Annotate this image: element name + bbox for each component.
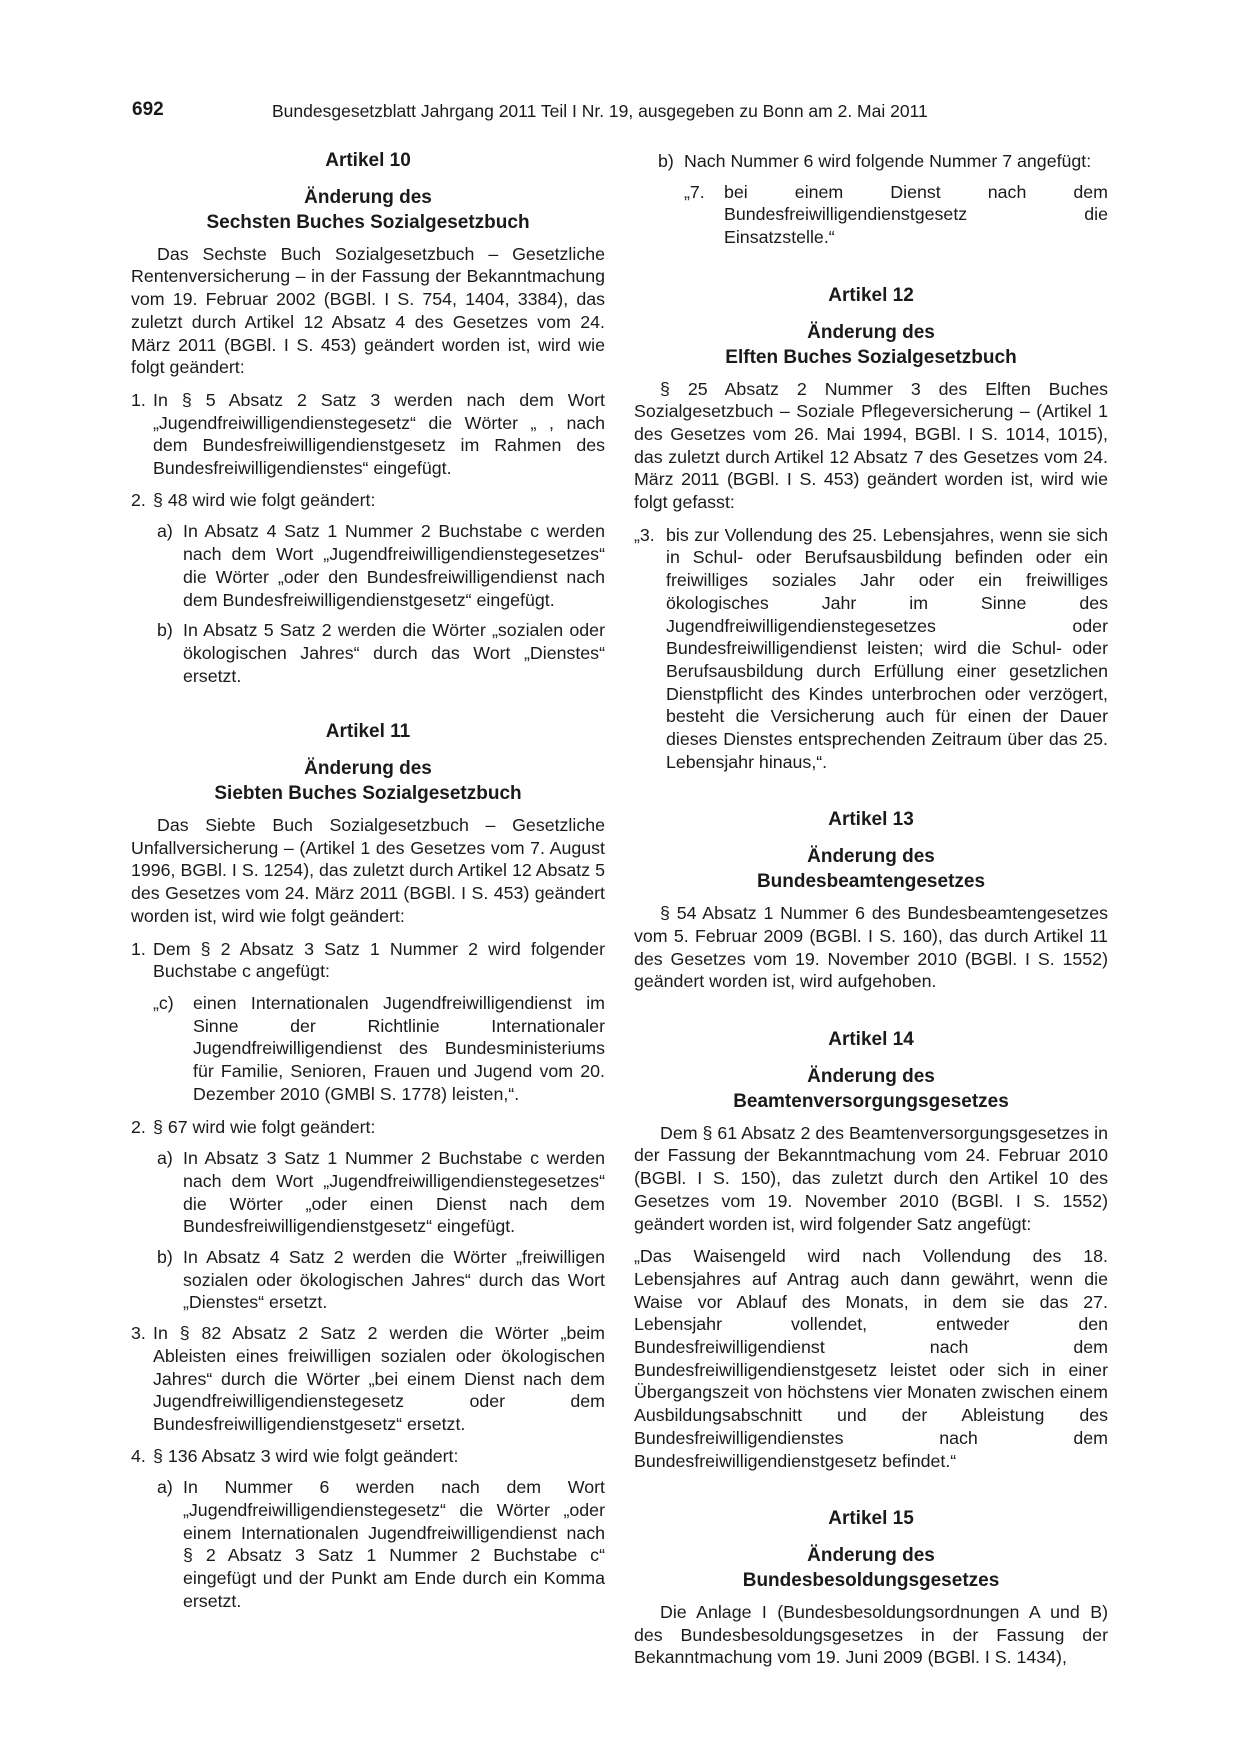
sub-item-text: In Absatz 4 Satz 1 Nummer 2 Buchstabe c werden nach dem Wort „Jugendfreiwilligendienstegesetzes“ die Wörter „oder den Bundesfreiwilligendienst nach dem Bundesfreiwilligendienstgesetz“ eingefügt.	[183, 521, 605, 610]
quoted-item-text: bis zur Vollendung des 25. Lebensjahres, wenn sie sich in Schul- oder Berufsausbildung befinden oder ein freiwilliges soziales Jahr oder ein freiwilliges ökologisches Jahr im Sinne des Jugendfreiwilligendienstegesetzes oder Bundesfreiwilligendienst leisten; wird die Schul- oder Berufsausbildung durch Erfüllung einer gesetzlichen Dienstpflicht des Kindes unterbrochen oder verzögert, besteht die Versicherung auch für einen der Dauer dieses Dienstes entsprechenden Zeitraum über das 25. Lebensjahr hinaus,“.	[666, 524, 1108, 772]
item-text: In § 82 Absatz 2 Satz 2 werden die Wörter „beim Ableisten eines freiwilligen sozialen oder ökologischen Jahres“ durch die Wörter „bei einem Dienst nach dem Jugendfreiwilligendienstegesetz oder dem Bundesfreiwilligendienstgesetz“ ersetzt.	[153, 1323, 605, 1434]
article-12	[634, 285, 1108, 774]
article-15	[634, 1508, 1108, 1669]
article-11-continued	[634, 150, 1108, 249]
right-column	[634, 150, 1108, 1679]
item-label: 2.	[131, 1116, 146, 1137]
quoted-sentence: „Das Waisengeld wird nach Vollendung des 18. Lebensjahres auf Antrag auch dann gewährt, wenn die Waise vor Ablauf des Monats, in dem sie das 27. Lebensjahr vollendet, entweder den Bundesfreiwilligendienst nach dem Bundesfreiwilligendienstgesetz leistet oder sich in einer Übergangszeit von höchstens vier Monaten zwischen einem Ausbildungsabschnitt und der Ableistung des Bundesfreiwilligendienstes nach dem Bundesfreiwilligendienstgesetz befindet.“	[634, 1246, 1108, 1471]
sub-item-label: a)	[157, 521, 173, 542]
sub-item	[157, 619, 605, 687]
sub-list	[658, 150, 1108, 249]
article-number: Artikel 11	[325, 721, 411, 743]
list-item	[131, 1322, 605, 1436]
article-title-line: Elften Buches Sozialgesetzbuch	[725, 346, 1017, 368]
item-text: Dem § 2 Absatz 3 Satz 1 Nummer 2 wird folgender Buchstabe c angefügt:	[153, 938, 605, 982]
article-title-line: Bundesbeamtengesetzes	[756, 871, 986, 893]
article-number: Artikel 10	[325, 150, 411, 171]
sub-item	[157, 1147, 605, 1238]
item-label: 4.	[131, 1445, 146, 1466]
quoted-item-text: einen Internationalen Jugendfreiwilligendienst im Sinne der Richtlinie Internationaler Jugendfreiwilligendienst des Bundesministeriums für Familie, Senioren, Frauen und Jugend vom 20. Dezember 2010 (GMBl S. 1778) leisten,“.	[193, 992, 605, 1104]
article-13	[634, 809, 1108, 993]
sub-item-text: In Absatz 5 Satz 2 werden die Wörter „sozialen oder ökologischen Jahres“ durch das Wort „Dienstes“ ersetzt.	[183, 620, 605, 686]
sub-item-text: Nach Nummer 6 wird folgende Nummer 7 angefügt:	[684, 151, 1092, 171]
list-item	[131, 489, 605, 512]
item-text: § 136 Absatz 3 wird wie folgt geändert:	[153, 1445, 459, 1466]
sub-item	[157, 520, 605, 611]
article-title	[131, 756, 605, 806]
list-item	[131, 938, 605, 983]
sub-item-label: a)	[157, 1477, 173, 1498]
sub-item	[658, 150, 1108, 173]
quoted-item-text: bei einem Dienst nach dem Bundesfreiwilligendienstgesetz die Einsatzstelle.“	[724, 181, 1108, 248]
item-label: 3.	[131, 1323, 146, 1344]
quoted-item	[634, 524, 1108, 774]
article-intro: Das Siebte Buch Sozialgesetzbuch – Gesetzliche Unfallversicherung – (Artikel 1 des Gesetzes vom 7. August 1996, BGBl. I S. 1254), das zuletzt durch Artikel 12 Absatz 5 des Gesetzes vom 24. März 2011 (BGBl. I S. 453) geändert worden ist, wird wie folgt geändert:	[131, 815, 605, 926]
sub-list	[157, 1476, 605, 1612]
list-item	[131, 1116, 605, 1139]
article-title-line: Änderung des	[304, 186, 432, 208]
article-title	[634, 1064, 1108, 1114]
article-11	[131, 721, 605, 1612]
article-title	[634, 1543, 1108, 1593]
sub-item	[157, 1476, 605, 1612]
quoted-item	[153, 992, 605, 1106]
spacer	[634, 259, 1108, 285]
article-title-line: Beamtenversorgungsgesetzes	[733, 1090, 1009, 1112]
quoted-item-label: „3.	[634, 524, 655, 545]
item-text: § 67 wird wie folgt geändert:	[153, 1116, 376, 1137]
article-title	[634, 844, 1108, 894]
sub-item-label: b)	[157, 620, 173, 641]
sub-list	[157, 520, 605, 687]
sub-item-label: a)	[157, 1148, 173, 1169]
spacer	[634, 1003, 1108, 1029]
quoted-item-label: „7.	[684, 181, 705, 202]
article-title-line: Siebten Buches Sozialgesetzbuch	[214, 783, 522, 805]
sub-item-text: In Absatz 3 Satz 1 Nummer 2 Buchstabe c werden nach dem Wort „Jugendfreiwilligendienstegesetzes“ die Wörter „oder einen Dienst nach dem Bundesfreiwilligendienstgesetz“ eingefügt.	[183, 1148, 605, 1237]
list-item	[131, 1445, 605, 1468]
article-10	[131, 150, 605, 687]
article-14	[634, 1029, 1108, 1472]
spacer	[131, 695, 605, 721]
sub-item	[157, 1246, 605, 1314]
article-title-line: Änderung des	[807, 1544, 935, 1566]
sub-item-label: b)	[658, 151, 674, 171]
article-intro: § 54 Absatz 1 Nummer 6 des Bundesbeamtengesetzes vom 5. Februar 2009 (BGBl. I S. 160), das durch Artikel 11 des Gesetzes vom 19. November 2010 (BGBl. I S. 1552) geändert worden ist, wird aufgehoben.	[634, 903, 1108, 992]
item-text: § 48 wird wie folgt geändert:	[153, 489, 376, 510]
article-title-line: Sechsten Buches Sozialgesetzbuch	[206, 211, 530, 233]
left-column	[131, 150, 605, 1621]
spacer	[634, 1482, 1108, 1508]
article-title-line: Bundesbesoldungsgesetzes	[742, 1569, 1000, 1591]
item-label: 1.	[131, 389, 146, 410]
list-item	[131, 389, 605, 480]
sub-item-label: b)	[157, 1247, 173, 1268]
article-title-line: Änderung des	[304, 758, 432, 780]
article-number: Artikel 15	[828, 1508, 914, 1530]
article-title	[634, 320, 1108, 370]
article-title	[131, 185, 605, 235]
item-label: 2.	[131, 489, 146, 510]
article-number: Artikel 14	[828, 1028, 914, 1050]
page-number: 692	[132, 99, 164, 120]
sub-list	[157, 1147, 605, 1314]
article-number: Artikel 12	[828, 284, 914, 306]
article-intro: Das Sechste Buch Sozialgesetzbuch – Gesetzliche Rentenversicherung – in der Fassung der Bekanntmachung vom 19. Februar 2002 (BGBl. I S. 754, 1404, 3384), das zuletzt durch Artikel 12 Absatz 4 des Gesetzes vom 24. März 2011 (BGBl. I S. 453) geändert worden ist, wird wie folgt geändert:	[131, 243, 605, 378]
article-title-line: Änderung des	[807, 321, 935, 343]
article-number: Artikel 13	[828, 809, 914, 831]
article-title-line: Änderung des	[807, 1065, 935, 1087]
sub-item-text: In Absatz 4 Satz 2 werden die Wörter „freiwilligen sozialen oder ökologischen Jahres“ durch das Wort „Dienstes“ ersetzt.	[183, 1247, 605, 1313]
spacer	[634, 783, 1108, 809]
article-title-line: Änderung des	[807, 846, 935, 868]
article-intro: § 25 Absatz 2 Nummer 3 des Elften Buches Sozialgesetzbuch – Soziale Pflegeversicherung – (Artikel 1 des Gesetzes vom 26. Mai 1994, BGBl. I S. 1014, 1015), das zuletzt durch Artikel 12 Absatz 7 des Gesetzes vom 24. März 2011 (BGBl. I S. 453) geändert worden ist, wird wie folgt gefasst:	[634, 378, 1108, 513]
article-intro: Die Anlage I (Bundesbesoldungsordnungen A und B) des Bundesbesoldungsgesetzes in der Fassung der Bekanntmachung vom 19. Juni 2009 (BGBl. I S. 1434),	[634, 1601, 1108, 1668]
item-label: 1.	[131, 938, 146, 959]
item-text: In § 5 Absatz 2 Satz 3 werden nach dem Wort „Jugendfreiwilligendienstegesetz“ die Wörter „ , nach dem Bundesfreiwilligendienstgesetz im Rahmen des Bundesfreiwilligendienstes“ eingefügt.	[153, 389, 605, 479]
running-head: Bundesgesetzblatt Jahrgang 2011 Teil I Nr. 19, ausgegeben zu Bonn am 2. Mai 2011	[272, 101, 928, 121]
sub-item-text: In Nummer 6 werden nach dem Wort „Jugendfreiwilligendienstegesetz“ die Wörter „oder einem Internationalen Jugendfreiwilligendienst nach § 2 Absatz 3 Satz 1 Nummer 2 Buchstabe c“ eingefügt und der Punkt am Ende durch ein Komma ersetzt.	[183, 1477, 605, 1611]
article-intro: Dem § 61 Absatz 2 des Beamtenversorgungsgesetzes in der Fassung der Bekanntmachung vom 24. Februar 2010 (BGBl. I S. 150), das zuletzt durch den Artikel 10 des Gesetzes vom 19. November 2010 (BGBl. I S. 1552) geändert worden ist, wird folgender Satz angefügt:	[634, 1122, 1108, 1234]
quoted-item-label: „c)	[153, 992, 174, 1013]
quoted-item	[684, 181, 1108, 249]
